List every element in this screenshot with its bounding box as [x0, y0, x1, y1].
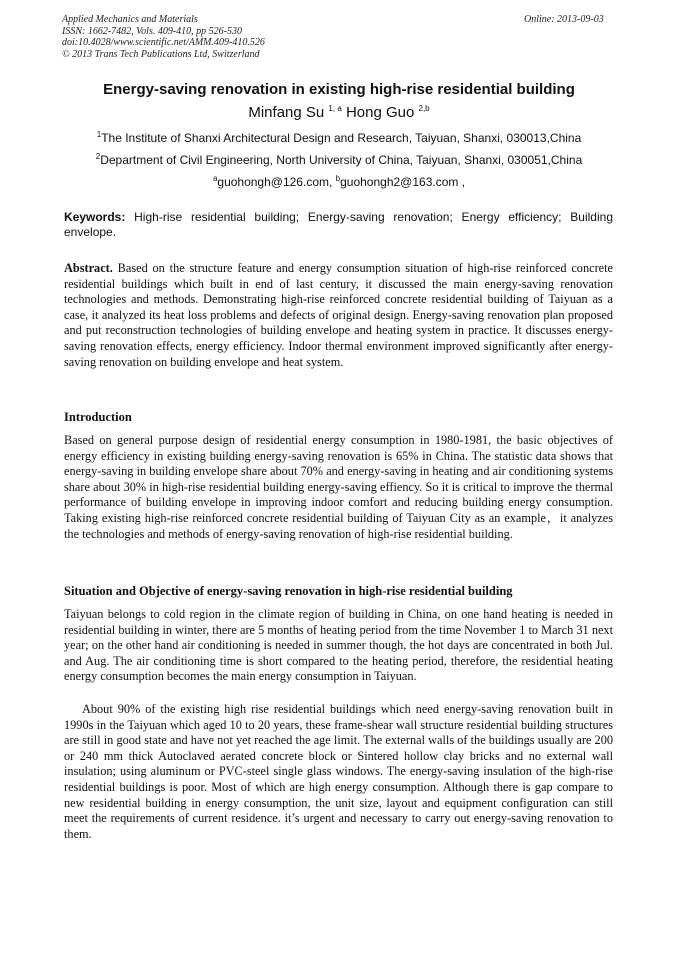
author-superscript: 1, a — [328, 104, 342, 113]
keywords — [64, 210, 613, 240]
affiliation-2 — [0, 153, 678, 167]
author-name: Minfang Su — [248, 104, 325, 121]
affiliation-superscript: 1 — [96, 130, 102, 139]
situation-paragraph-1: Taiyuan belongs to cold region in the climate region of building in China, on one hand heating is needed in residential building in winter, there are 5 months of heating period from the time November 1 to March 31 next year; on the other hand air conditioning is needed in summer though, the hot days are concentrated in both Jul. and Aug. The air conditioning time is short compared to the heating period, therefore, the residential heating energy consumption becomes the main energy consumption in Taiyuan. — [64, 607, 613, 684]
copyright-line: © 2013 Trans Tech Publications Ltd, Switzerland — [62, 48, 260, 60]
author-superscript: 2,b — [418, 104, 430, 113]
email-line — [0, 175, 678, 189]
email-address[interactable]: guohongh2@163.com , — [340, 175, 466, 189]
situation-paragraph-2: About 90% of the existing high rise residential buildings which need energy-saving renovation built in 1990s in the Taiyuan which aged 10 to 20 years, these frame-shear wall structure residential building structures are still in good state and have not yet reached the age limit. The external walls of the buildings usually are 200 or 240 mm thick Autoclaved aerated concrete block or Sintered hollow clay bricks and no external wall insulation; using aluminum or PVC-steel single glass windows. The energy-saving insulation of the high-rise residential buildings is poor. Most of which are high energy consumption. Although there is gap compare to new residential building in energy consumption, the unit size, layout and equipment configuration can still meet the requirements of current residence. it’s urgent and necessary to carry out energy-saving renovation to them. — [64, 702, 613, 841]
abstract-label: Abstract. — [64, 261, 113, 275]
email-superscript: b — [335, 174, 341, 183]
section-heading-situation: Situation and Objective of energy-saving renovation in high-rise residential building — [64, 584, 513, 598]
paper-title: Energy-saving renovation in existing high-rise residential building — [103, 81, 575, 98]
introduction-paragraph: Based on general purpose design of residential energy consumption in 1980-1981, the basic objectives of energy efficiency in existing building energy-saving renovation is 65% in China. The statistic data shows that energy-saving in building envelope share about 70% and energy-saving in heating and air conditioning systems share about 30% in high-rise residential building energy-saving effiency. So it is critical to improve the thermal performance of building envelope in improving indoor comfort and reducing building energy consumption. Taking existing high-rise reinforced concrete residential building of Taiyuan City as an example，it analyzes the technologies and methods of energy-saving renovation of high-rise residential building. — [64, 433, 613, 541]
author-line — [0, 104, 678, 121]
keywords-text: High-rise residential building; Energy-saving renovation; Energy efficiency; Building envelope. — [64, 210, 613, 239]
email-address[interactable]: guohongh@126.com, — [217, 175, 336, 189]
affiliation-text: Department of Civil Engineering, North University of China, Taiyuan, Shanxi, 030051,China — [100, 153, 583, 167]
email-superscript: a — [212, 174, 218, 183]
affiliation-superscript: 2 — [95, 152, 101, 161]
affiliation-text: The Institute of Shanxi Architectural Design and Research, Taiyuan, Shanxi, 030013,China — [101, 131, 582, 145]
journal-name: Applied Mechanics and Materials — [62, 14, 198, 25]
affiliation-1 — [0, 131, 678, 145]
abstract-text: Based on the structure feature and energy consumption situation of high-rise reinforced concrete residential buildings which built in end of last century, it discussed the main energy-saving renovation technologies and methods. Demonstrating high-rise reinforced concrete residential building of Taiyuan as a case, it analyzed its heat loss problems and defects of original design. Energy-saving renovation plan proposed and put reconstruction technologies of building envelope and heating system in practice. It discusses energy-saving renovation effects, energy efficiency. Indoor thermal environment improved significantly after energy-saving renovation on building envelope and heat system. — [64, 261, 613, 369]
abstract — [64, 261, 613, 370]
issn-line: ISSN: 1662-7482, Vols. 409-410, pp 526-530 — [62, 25, 242, 37]
doi-line: doi:10.4028/www.scientific.net/AMM.409-410.526 — [62, 37, 265, 48]
keywords-label: Keywords: — [64, 210, 126, 224]
online-date: Online: 2013-09-03 — [524, 14, 604, 25]
journal-header — [62, 14, 604, 60]
section-heading-introduction: Introduction — [64, 410, 132, 424]
author-name: Hong Guo — [345, 104, 415, 121]
